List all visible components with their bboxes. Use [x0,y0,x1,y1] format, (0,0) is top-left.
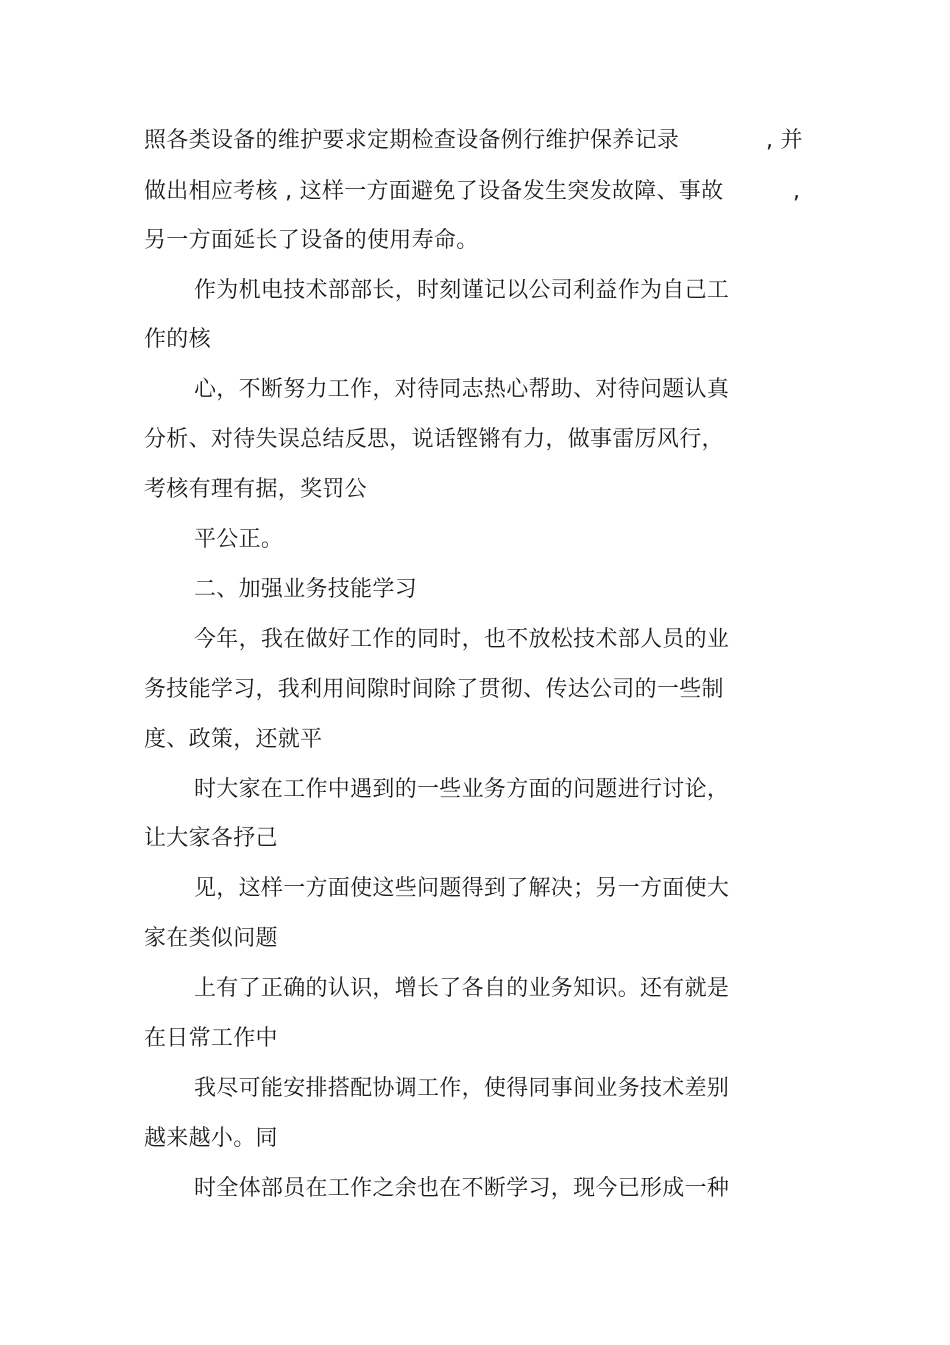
text-line: 让大家各抒己 [144,826,278,851]
paragraph-start-line: 平公正。 [194,527,284,552]
paragraph-start-line: 时大家在工作中遇到的一些业务方面的问题进行讨论， [194,777,730,802]
paragraph-start-line: 我尽可能安排搭配协调工作，使得同事间业务技术差别 [194,1076,730,1101]
section-heading: 二、加强业务技能学习 [194,577,418,602]
text-line: 另一方面延长了设备的使用寿命。 [144,228,479,253]
text-line: 考核有理有据，奖罚公 [144,477,368,502]
text-line: , [793,179,801,204]
text-line: 家在类似问题 [144,926,278,951]
text-line: 越来越小。同 [144,1126,278,1151]
paragraph-start-line: 作为机电技术部部长，时刻谨记以公司利益作为自己工 [194,278,730,303]
text-line: 度、政策，还就平 [144,727,323,752]
paragraph-start-line: 心，不断努力工作，对待同志热心帮助、对待问题认真 [194,377,730,402]
paragraph-start-line: 时全体部员在工作之余也在不断学习，现今已形成一种 [194,1176,730,1201]
paragraph-start-line: 今年，我在做好工作的同时，也不放松技术部人员的业 [194,627,730,652]
paragraph-start-line: 见，这样一方面使这些问题得到了解决；另一方面使大 [194,876,730,901]
text-line: 照各类设备的维护要求定期检查设备例行维护保养记录 [144,128,680,153]
text-line: 分析、对待失误总结反思，说话铿锵有力，做事雷厉风行， [144,427,724,452]
text-line: , 并 [766,128,803,153]
text-line: 在日常工作中 [144,1026,278,1051]
text-line: 做出相应考核 , 这样一方面避免了设备发生突发故障、事故 [144,179,724,204]
text-line: 作的核 [144,327,211,352]
paragraph-start-line: 上有了正确的认识，增长了各自的业务知识。还有就是 [194,976,730,1001]
text-line: 务技能学习，我利用间隙时间除了贯彻、传达公司的一些制 [144,677,724,702]
